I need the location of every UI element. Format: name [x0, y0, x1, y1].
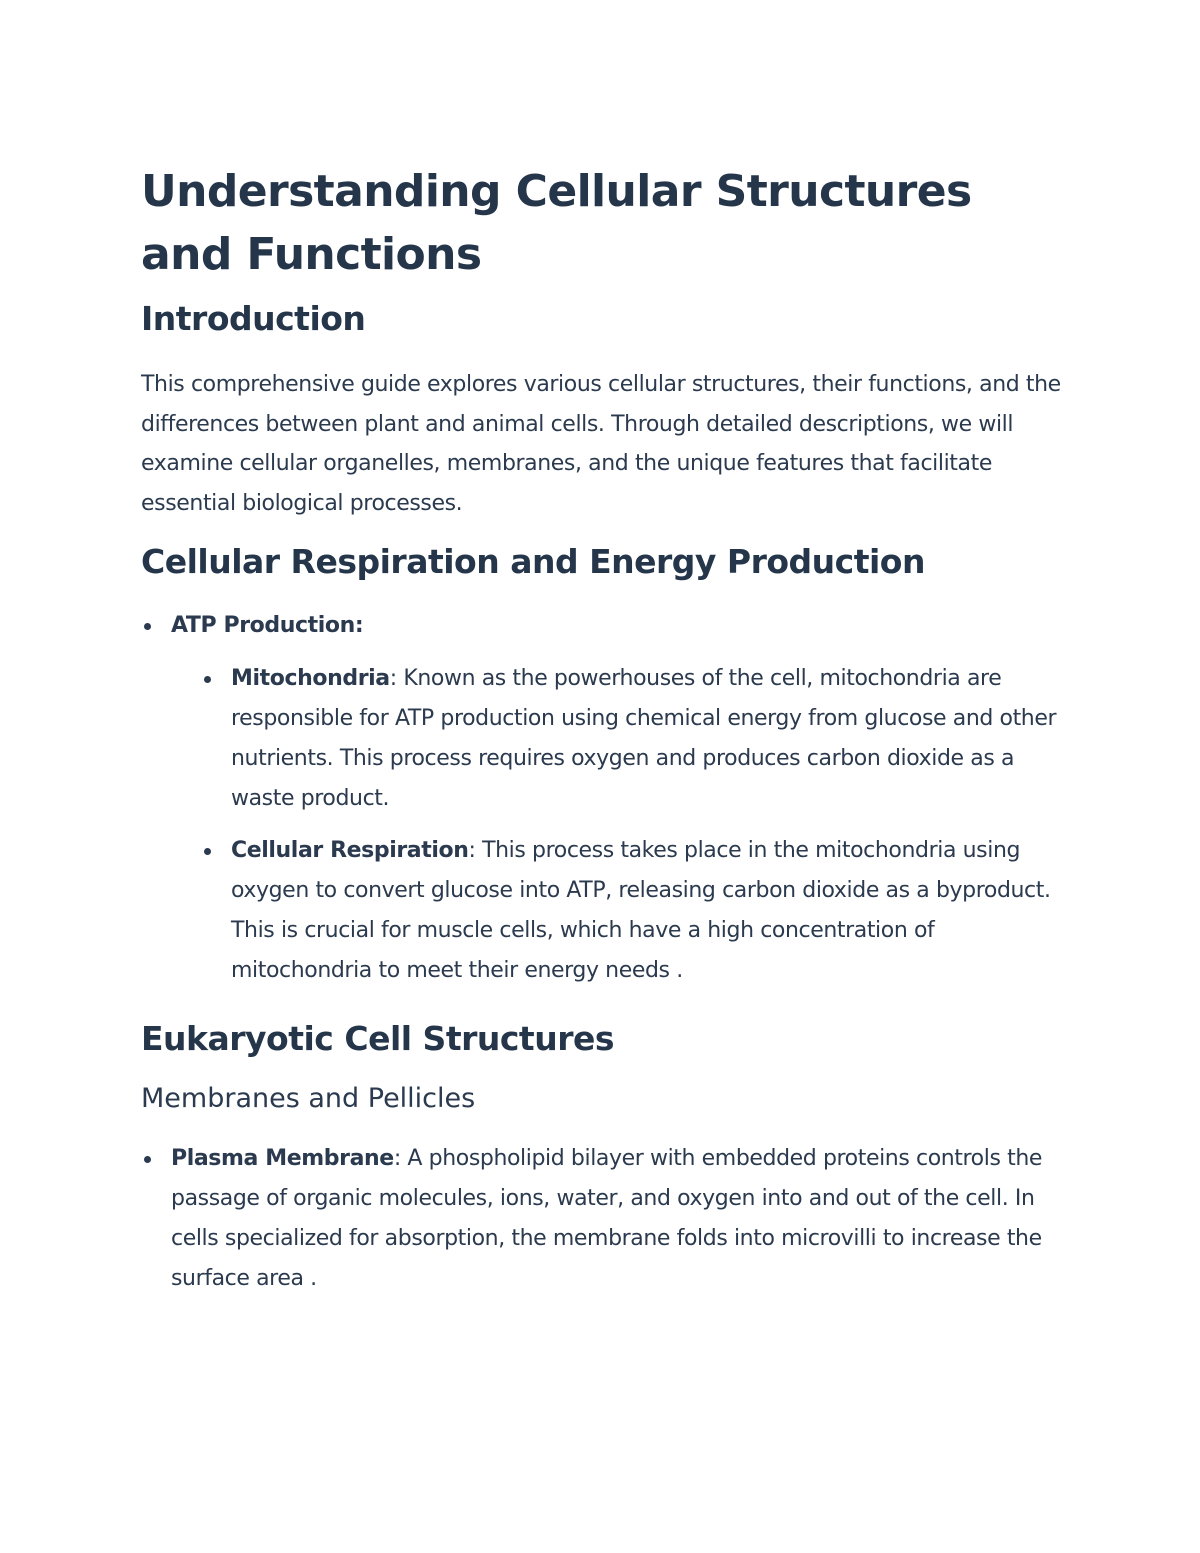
- intro-paragraph: This comprehensive guide explores various cellular structures, their functions, and the differences between plant and animal cells. Through detailed descriptions, we will examine cellular organelles, membranes, and the unique features that facilitate essential biological processes.: [141, 372, 1061, 516]
- cellular-respiration-text: : This process takes place in the mitochondria using oxygen to convert glucose into ATP, releasing carbon dioxide as a byproduct. This is crucial for muscle cells, which have a high concentration of mitochondria to meet their energy needs .: [231, 838, 1051, 983]
- page-title: Understanding Cellular Structures and Functions: [141, 166, 972, 280]
- heading-cellular-respiration: Cellular Respiration and Energy Production: [141, 542, 925, 581]
- heading-introduction: Introduction: [141, 299, 366, 338]
- mitochondria-text: : Known as the powerhouses of the cell, mitochondria are responsible for ATP production using chemical energy from glucose and other nutrients. This process requires oxygen and produces carbon dioxide as a waste product.: [231, 666, 1057, 811]
- term-plasma-membrane: Plasma Membrane: [171, 1146, 394, 1171]
- atp-production-label: ATP Production:: [171, 613, 364, 638]
- atp-sublist: [201, 659, 1061, 991]
- term-cellular-respiration: Cellular Respiration: [231, 838, 469, 863]
- list-item-mitochondria: [201, 659, 1061, 819]
- term-mitochondria: Mitochondria: [231, 666, 390, 691]
- subheading-membranes-pellicles: Membranes and Pellicles: [141, 1083, 476, 1114]
- list-item-atp-production: [141, 606, 1061, 991]
- list-item-cellular-respiration: [201, 831, 1061, 991]
- document-page: [141, 160, 1061, 1299]
- heading-eukaryotic-structures: Eukaryotic Cell Structures: [141, 1019, 614, 1058]
- membranes-list: [141, 1139, 1061, 1299]
- respiration-list: [141, 606, 1061, 991]
- list-item-plasma-membrane: [141, 1139, 1061, 1299]
- plasma-membrane-text: : A phospholipid bilayer with embedded proteins controls the passage of organic molecules, ions, water, and oxygen into and out of the cell. In cells specialized for absorption, the membrane folds into microvilli to increase the surface area .: [171, 1146, 1043, 1291]
